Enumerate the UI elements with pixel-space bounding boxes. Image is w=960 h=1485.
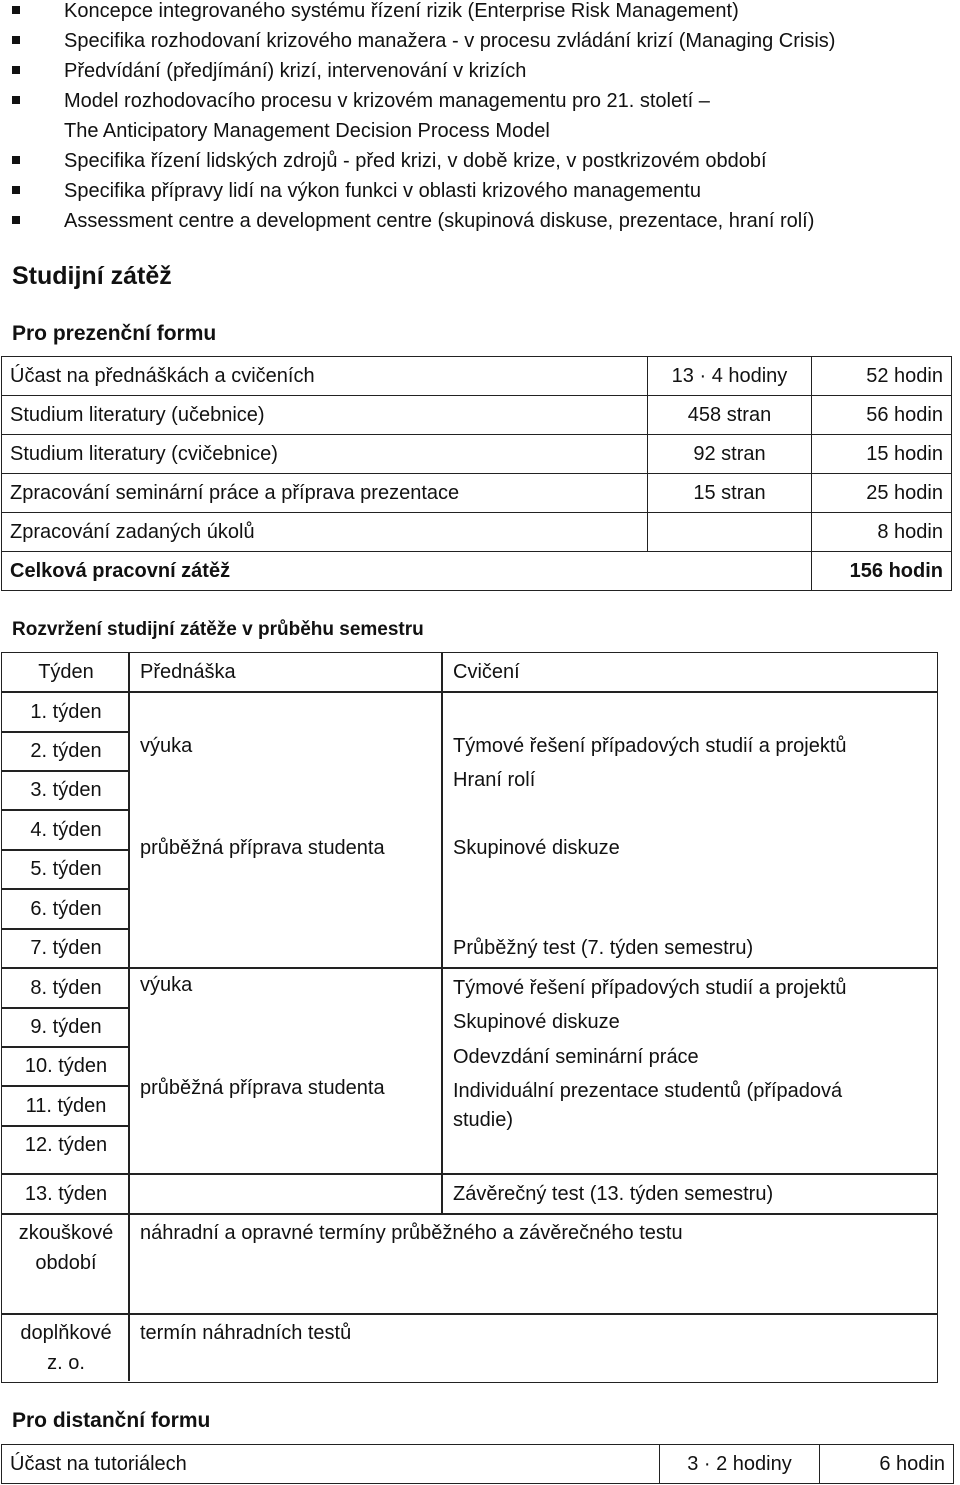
week-label: 9. týden bbox=[30, 1016, 102, 1038]
week-label: 10. týden bbox=[24, 1055, 108, 1077]
load-hours: 25 hodin bbox=[812, 474, 952, 513]
load-label: Účast na přednáškách a cvičeních bbox=[2, 357, 648, 396]
load-amount: 458 stran bbox=[648, 396, 812, 435]
load-label: Zpracování seminární práce a příprava prezentace bbox=[2, 474, 648, 513]
table-row bbox=[2, 474, 952, 513]
schedule-header-week: Týden bbox=[38, 661, 94, 683]
distance-hours: 6 hodin bbox=[820, 1445, 954, 1484]
load-total-label: Celková pracovní zátěž bbox=[2, 552, 812, 591]
bullet-square-icon bbox=[12, 66, 20, 74]
bullet-square-icon bbox=[12, 36, 20, 44]
schedule-header-lecture: Přednáška bbox=[140, 661, 236, 683]
exercise-cell: Odevzdání seminární práce bbox=[453, 1046, 699, 1068]
load-amount bbox=[648, 513, 812, 552]
lecture-cell: výuka bbox=[140, 735, 193, 757]
load-total-hours: 156 hodin bbox=[812, 552, 952, 591]
table-row bbox=[2, 435, 952, 474]
week-label: 6. týden bbox=[30, 898, 102, 920]
week-label: 8. týden bbox=[30, 977, 102, 999]
fulltime-heading: Pro prezenční formu bbox=[12, 322, 217, 345]
fulltime-load-table bbox=[1, 356, 952, 591]
exercise-cell: Individuální prezentace studentů (případová bbox=[453, 1080, 843, 1102]
bullet-square-icon bbox=[12, 96, 20, 104]
exam-period-label-1: zkouškové bbox=[18, 1222, 114, 1244]
bullet-square-icon bbox=[12, 186, 20, 194]
load-amount: 92 stran bbox=[648, 435, 812, 474]
schedule-table bbox=[1, 652, 938, 1383]
week-label: 2. týden bbox=[30, 740, 102, 762]
load-label: Zpracování zadaných úkolů bbox=[2, 513, 648, 552]
schedule-heading: Rozvržení studijní zátěže v průběhu semestru bbox=[12, 619, 424, 640]
exercise-cell: studie) bbox=[453, 1109, 514, 1131]
lecture-cell-exam: náhradní a opravné termíny průběžného a závěrečného testu bbox=[140, 1222, 683, 1244]
table-row bbox=[2, 513, 952, 552]
distance-load-table bbox=[1, 1444, 954, 1484]
table-row bbox=[2, 357, 952, 396]
distance-heading: Pro distanční formu bbox=[12, 1409, 211, 1432]
load-amount: 15 stran bbox=[648, 474, 812, 513]
load-hours: 15 hodin bbox=[812, 435, 952, 474]
exercise-cell: Skupinové diskuze bbox=[453, 837, 620, 859]
table-row bbox=[2, 1445, 954, 1484]
bullet-square-icon bbox=[12, 156, 20, 164]
exercise-cell: Závěrečný test (13. týden semestru) bbox=[453, 1183, 774, 1205]
table-row bbox=[2, 396, 952, 435]
lecture-cell: výuka bbox=[140, 974, 193, 996]
week-label: 3. týden bbox=[30, 779, 102, 801]
week-label: 13. týden bbox=[24, 1183, 108, 1205]
distance-amount: 3 · 2 hodiny bbox=[660, 1445, 820, 1484]
load-label: Studium literatury (cvičebnice) bbox=[2, 435, 648, 474]
extra-period-label-1: doplňkové bbox=[20, 1322, 112, 1344]
week-label: 5. týden bbox=[30, 858, 102, 880]
schedule-header-exercise: Cvičení bbox=[453, 661, 520, 683]
table-row-total bbox=[2, 552, 952, 591]
load-amount: 13 · 4 hodiny bbox=[648, 357, 812, 396]
load-hours: 8 hodin bbox=[812, 513, 952, 552]
week-label: 4. týden bbox=[30, 819, 102, 841]
week-label: 11. týden bbox=[25, 1095, 107, 1117]
exercise-cell: Průběžný test (7. týden semestru) bbox=[453, 937, 754, 959]
lecture-cell: průběžná příprava studenta bbox=[140, 1077, 385, 1099]
exercise-cell: Týmové řešení případových studií a projektů bbox=[453, 977, 847, 999]
week-label: 1. týden bbox=[30, 701, 102, 723]
week-label: 7. týden bbox=[30, 937, 102, 959]
week-label: 12. týden bbox=[24, 1134, 108, 1156]
exercise-cell: Skupinové diskuze bbox=[453, 1011, 620, 1033]
lecture-cell-extra: termín náhradních testů bbox=[140, 1322, 352, 1344]
exercise-cell: Hraní rolí bbox=[453, 769, 536, 791]
load-hours: 56 hodin bbox=[812, 396, 952, 435]
exam-period-label-2: období bbox=[35, 1252, 97, 1274]
load-label: Studium literatury (učebnice) bbox=[2, 396, 648, 435]
distance-label: Účast na tutoriálech bbox=[2, 1445, 660, 1484]
load-hours: 52 hodin bbox=[812, 357, 952, 396]
extra-period-label-2: z. o. bbox=[47, 1352, 85, 1374]
exercise-cell: Týmové řešení případových studií a projektů bbox=[453, 735, 847, 757]
study-load-heading: Studijní zátěž bbox=[12, 262, 172, 290]
list-item-continuation: The Anticipatory Management Decision Process Model bbox=[64, 120, 550, 142]
bullet-square-icon bbox=[12, 6, 20, 14]
lecture-cell: průběžná příprava studenta bbox=[140, 837, 385, 859]
bullet-square-icon bbox=[12, 216, 20, 224]
